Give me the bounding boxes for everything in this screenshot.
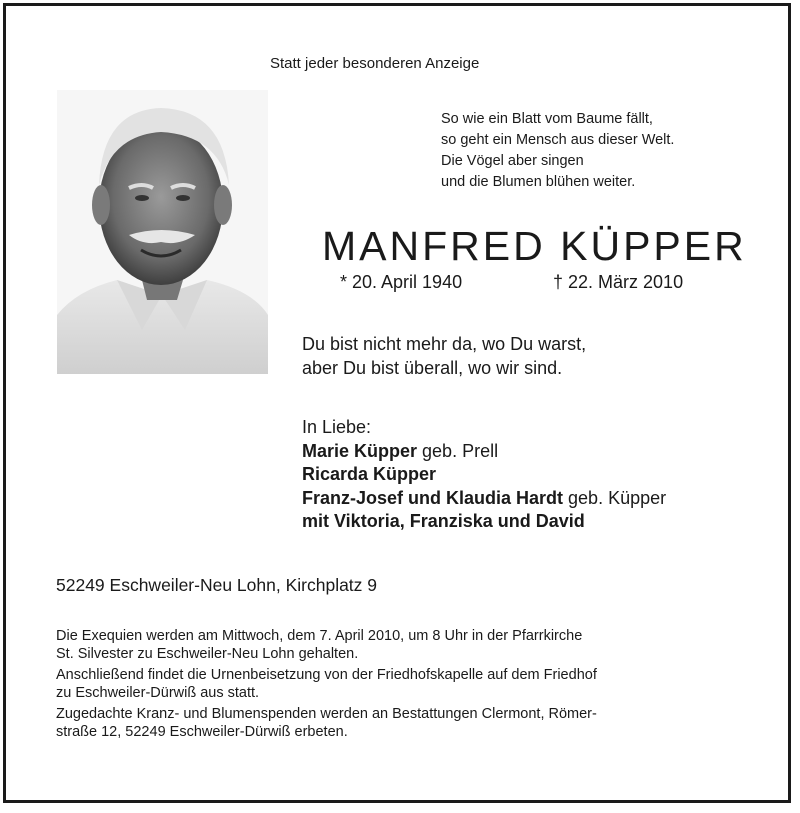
- family-member-suffix: geb. Prell: [417, 440, 499, 461]
- death-date: † 22. März 2010: [553, 272, 684, 292]
- birth-date: * 20. April 1940: [340, 272, 463, 292]
- family-member-name: Franz-Josef und Klaudia Hardt: [302, 487, 564, 508]
- family-member-suffix: geb. Küpper: [563, 487, 667, 508]
- family-intro: In Liebe:: [302, 417, 372, 437]
- family-member: [302, 487, 666, 511]
- poem-line: Die Vögel aber singen: [441, 153, 584, 169]
- note-line: zu Eschweiler-Dürwiß aus statt.: [56, 684, 260, 701]
- note-paragraph: [56, 628, 597, 663]
- family-member-name: Ricarda Küpper: [302, 464, 437, 484]
- portrait-photo: [57, 90, 268, 374]
- family-member: [302, 510, 666, 534]
- notice-heading: Statt jeder besonderen Anzeige: [270, 55, 480, 72]
- deceased-name: MANFRED KÜPPER: [322, 223, 747, 269]
- note-line: Die Exequien werden am Mittwoch, dem 7. April 2010, um 8 Uhr in der Pfarrkirche: [56, 628, 583, 644]
- note-line: St. Silvester zu Eschweiler-Neu Lohn gehalten.: [56, 645, 359, 662]
- note-paragraph: [56, 706, 597, 741]
- poem-line: so geht ein Mensch aus dieser Welt.: [441, 132, 675, 148]
- address: 52249 Eschweiler-Neu Lohn, Kirchplatz 9: [56, 575, 378, 595]
- poem-line: So wie ein Blatt vom Baume fällt,: [441, 111, 653, 127]
- quote-line: Du bist nicht mehr da, wo Du warst,: [302, 334, 587, 354]
- poem: [441, 109, 674, 193]
- poem-line: und die Blumen blühen weiter.: [441, 174, 636, 190]
- family-member: [302, 440, 666, 464]
- family-member-name: mit Viktoria, Franziska und David: [302, 511, 585, 531]
- memorial-quote: [302, 332, 586, 380]
- note-line: straße 12, 52249 Eschweiler-Dürwiß erbeten.: [56, 723, 348, 740]
- family-member-name: Marie Küpper: [302, 440, 418, 461]
- quote-line: aber Du bist überall, wo wir sind.: [302, 358, 563, 378]
- funeral-notes: [56, 628, 597, 745]
- note-line: Anschließend findet die Urnenbeisetzung von der Friedhofskapelle auf dem Friedhof: [56, 667, 597, 683]
- family-member: [302, 463, 666, 487]
- family-list: [302, 416, 666, 534]
- note-paragraph: [56, 667, 597, 702]
- note-line: Zugedachte Kranz- und Blumenspenden werden an Bestattungen Clermont, Römer-: [56, 706, 597, 722]
